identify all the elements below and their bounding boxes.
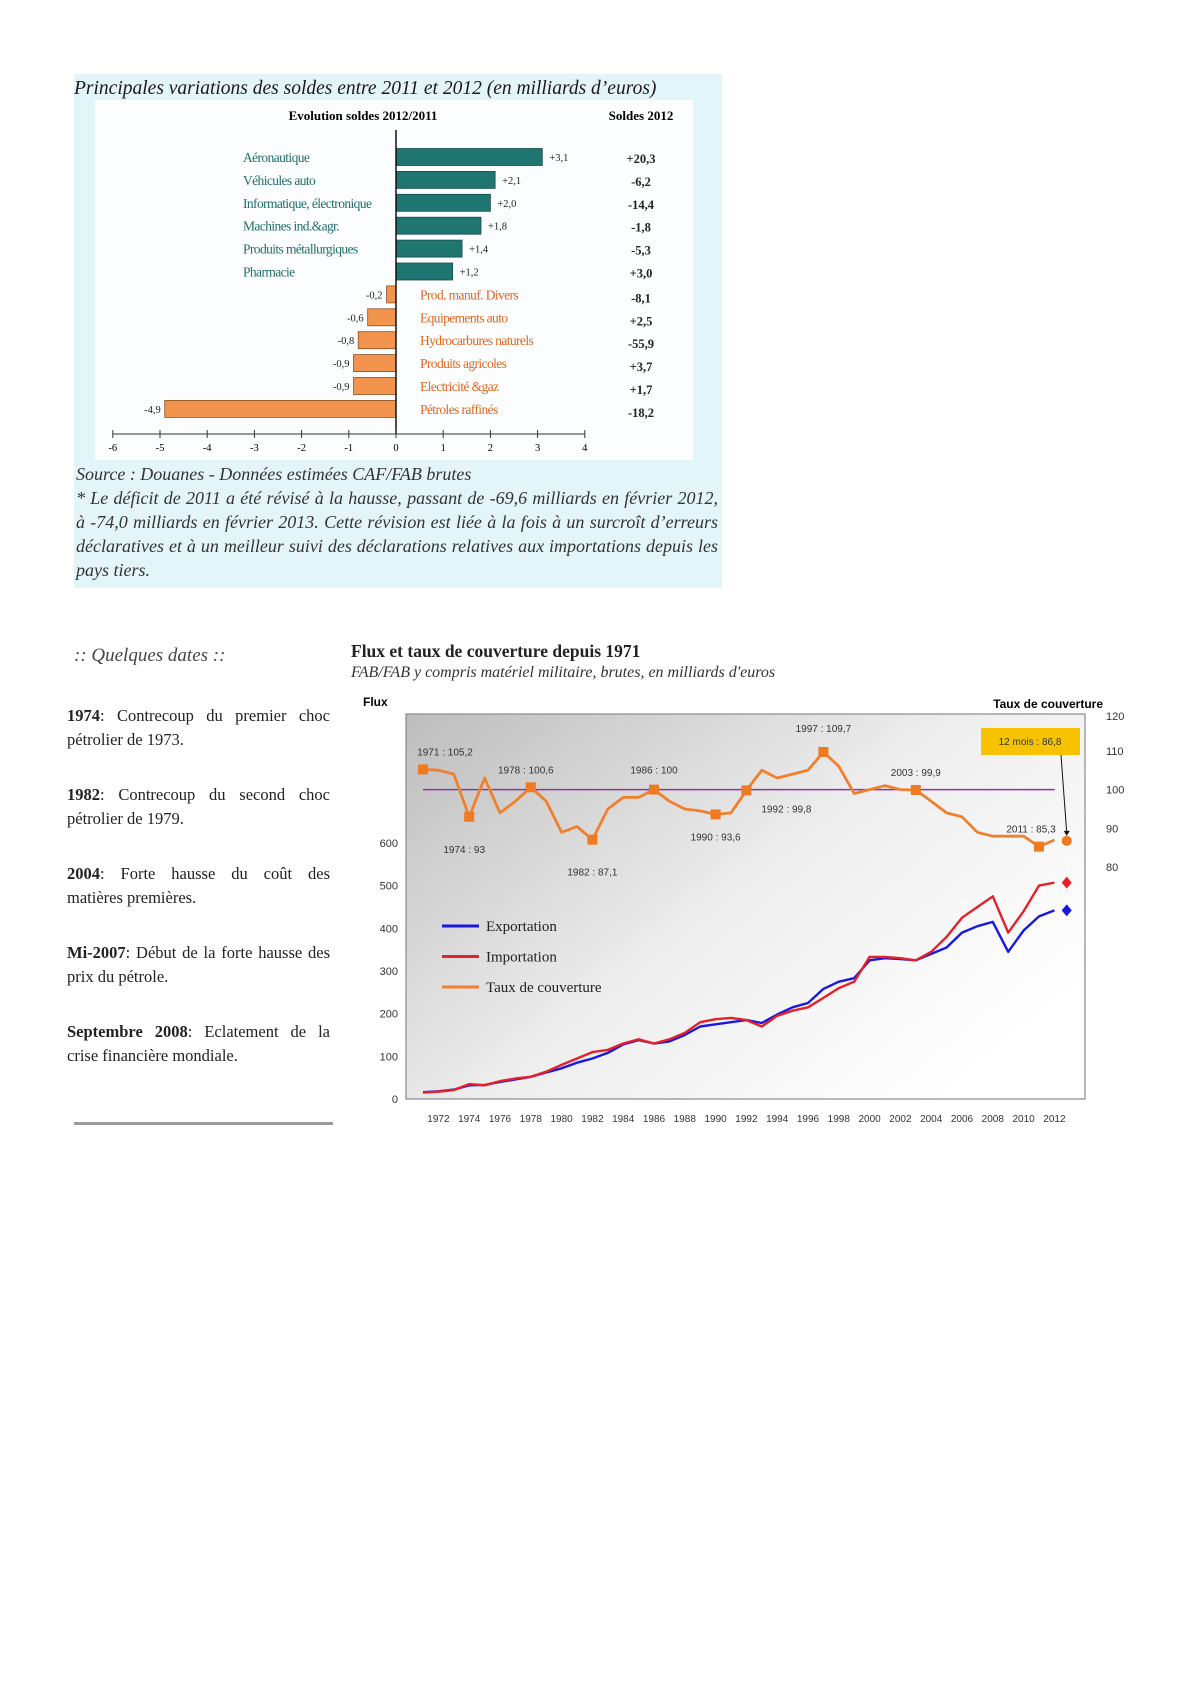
taux-marker bbox=[587, 835, 597, 845]
bar-value-label: +3,1 bbox=[549, 153, 569, 164]
bar-category-label: Pétroles raffinés bbox=[420, 401, 498, 417]
bar-category-label: Aéronautique bbox=[243, 150, 310, 165]
taux-12m-point bbox=[1062, 836, 1072, 846]
bar bbox=[387, 286, 396, 303]
taux-marker bbox=[464, 812, 474, 822]
x-tick-label: 1972 bbox=[427, 1114, 450, 1125]
bar-category-label: Produits agricoles bbox=[420, 356, 507, 372]
x-tick-label: 3 bbox=[534, 443, 541, 454]
bar-value-label: +1,8 bbox=[487, 221, 508, 233]
left-tick-label: 600 bbox=[379, 837, 398, 850]
bar bbox=[396, 171, 495, 188]
x-tick-label: 1974 bbox=[458, 1114, 481, 1125]
taux-annotation: 2003 : 99,9 bbox=[890, 767, 941, 779]
divider bbox=[74, 1122, 333, 1125]
x-tick-label: -1 bbox=[344, 443, 354, 454]
x-tick-label: 2004 bbox=[920, 1114, 943, 1125]
left-tick-label: 100 bbox=[379, 1051, 398, 1064]
taux-marker bbox=[911, 785, 921, 795]
soldes-2012-value: -5,3 bbox=[631, 243, 651, 258]
right-tick-label: 90 bbox=[1106, 823, 1119, 836]
x-tick-label: 1996 bbox=[796, 1114, 820, 1125]
key-date-item bbox=[67, 941, 330, 989]
left-tick-label: 400 bbox=[379, 923, 398, 936]
bar bbox=[396, 263, 453, 280]
key-date-label: Mi-2007 bbox=[67, 943, 126, 962]
taux-marker bbox=[649, 785, 659, 795]
right-tick-label: 80 bbox=[1106, 862, 1119, 875]
bar bbox=[368, 309, 396, 326]
x-tick-label: -6 bbox=[108, 443, 118, 454]
bar-value-label: -0,9 bbox=[332, 359, 350, 371]
bar bbox=[358, 332, 396, 349]
taux-marker bbox=[418, 764, 428, 774]
taux-annotation: 1974 : 93 bbox=[443, 844, 486, 856]
x-tick-label: 1982 bbox=[581, 1114, 604, 1125]
bar bbox=[354, 355, 396, 372]
taux-marker bbox=[741, 785, 751, 795]
x-tick-label: 1988 bbox=[673, 1114, 696, 1125]
x-tick-label: 2010 bbox=[1012, 1114, 1035, 1125]
bar-value-label: -0,8 bbox=[337, 336, 355, 348]
x-tick-label: 1992 bbox=[735, 1114, 758, 1125]
bar bbox=[396, 240, 462, 257]
trade-balance-panel bbox=[74, 74, 722, 588]
taux-marker bbox=[526, 782, 536, 792]
source-line: Source : Douanes - Données estimées CAF/FAB brutes bbox=[76, 464, 472, 484]
bar-value-label: +2,1 bbox=[502, 175, 522, 187]
bar-value-label: -4,9 bbox=[144, 404, 161, 416]
soldes-2012-value: -18,2 bbox=[627, 405, 655, 420]
bar bbox=[354, 378, 396, 395]
key-dates-title: :: Quelques dates :: bbox=[74, 645, 226, 666]
taux-annotation: 1997 : 109,7 bbox=[795, 723, 852, 735]
right-tick-label: 110 bbox=[1106, 745, 1124, 758]
x-tick-label: 1998 bbox=[827, 1114, 850, 1125]
x-tick-label: 0 bbox=[393, 443, 399, 454]
legend-label: Exportation bbox=[486, 919, 557, 935]
taux-marker bbox=[711, 809, 721, 819]
x-tick-label: 1990 bbox=[704, 1114, 727, 1125]
x-tick-label: -2 bbox=[297, 443, 306, 454]
right-tick-label: 120 bbox=[1106, 711, 1125, 723]
key-date-label: Septembre 2008 bbox=[67, 1022, 188, 1041]
x-tick-label: -3 bbox=[250, 443, 259, 454]
x-tick-label: 1994 bbox=[766, 1114, 789, 1125]
key-date-text: : Début de la forte hausse des prix du pétrole. bbox=[67, 943, 330, 986]
bar-value-label: -0,2 bbox=[365, 290, 383, 302]
bar-category-label: Véhicules auto bbox=[243, 172, 316, 188]
bar bbox=[396, 217, 481, 234]
source-notes bbox=[76, 462, 718, 582]
soldes-2012-value: +3,0 bbox=[629, 266, 653, 281]
soldes-column-title: Soldes 2012 bbox=[608, 108, 674, 123]
soldes-2012-value: +20,3 bbox=[626, 152, 656, 166]
soldes-2012-value: -55,9 bbox=[627, 337, 655, 352]
bar bbox=[396, 194, 490, 211]
bar-category-label: Hydrocarbures naturels bbox=[420, 333, 534, 349]
key-date-item bbox=[67, 783, 330, 831]
taux-marker bbox=[818, 747, 828, 757]
taux-annotation: 1978 : 100,6 bbox=[497, 765, 554, 777]
flux-chart-title: Flux et taux de couverture depuis 1971 bbox=[351, 641, 641, 661]
x-tick-label: 2 bbox=[487, 443, 494, 454]
taux-annotation: 1990 : 93,6 bbox=[690, 832, 741, 844]
legend-label: Taux de couverture bbox=[486, 980, 602, 996]
bar-chart-title: Evolution soldes 2012/2011 bbox=[288, 108, 438, 123]
x-tick-label: 1986 bbox=[642, 1114, 666, 1125]
key-date-item bbox=[67, 862, 330, 910]
soldes-2012-value: +2,5 bbox=[629, 314, 653, 329]
x-tick-label: 1 bbox=[440, 443, 446, 454]
x-tick-label: -4 bbox=[202, 443, 212, 454]
key-dates-panel bbox=[67, 644, 331, 1099]
taux-annotation: 1986 : 100 bbox=[630, 765, 678, 777]
x-tick-label: -5 bbox=[155, 443, 165, 454]
key-date-text: : Eclatement de la crise financière mondiale. bbox=[67, 1022, 331, 1065]
taux-annotation: 2011 : 85,3 bbox=[1006, 824, 1056, 836]
x-tick-label: 2000 bbox=[858, 1114, 881, 1125]
flux-chart-subtitle: FAB/FAB y compris matériel militaire, brutes, en milliards d'euros bbox=[351, 664, 776, 681]
bar bbox=[165, 400, 396, 417]
callout-label: 12 mois : 86,8 bbox=[998, 737, 1062, 748]
key-date-text: : Forte hausse du coût des matières premières. bbox=[67, 864, 330, 907]
soldes-2012-value: -8,1 bbox=[631, 291, 651, 306]
key-date-text: : Contrecoup du second choc pétrolier de 1979. bbox=[67, 785, 330, 828]
key-date-label: 1974 bbox=[67, 706, 100, 725]
revision-note: * Le déficit de 2011 a été révisé à la hausse, passant de -69,6 milliards en février 2012, à -74,0 milliards en février 2013. Cette révision est liée à la fois à un surcroît d’erreurs déclaratives et à un meilleur suivi des déclarations relatives aux importations depuis les pays tiers. bbox=[76, 488, 718, 580]
soldes-2012-value: -6,2 bbox=[631, 174, 651, 189]
soldes-2012-value: -14,4 bbox=[627, 197, 655, 212]
bar-category-label: Pharmacie bbox=[243, 264, 295, 280]
bar-category-label: Electricité &gaz bbox=[420, 379, 499, 394]
left-tick-label: 500 bbox=[379, 880, 398, 893]
left-tick-label: 200 bbox=[379, 1008, 398, 1021]
taux-marker bbox=[1034, 842, 1044, 852]
bar-value-label: -0,9 bbox=[332, 382, 350, 393]
panel-title: Principales variations des soldes entre 2011 et 2012 (en milliards d’euros) bbox=[74, 78, 657, 99]
left-tick-label: 300 bbox=[379, 965, 398, 978]
x-tick-label: 2012 bbox=[1043, 1114, 1066, 1125]
key-date-label: 1982 bbox=[67, 785, 100, 804]
balance-variation-bar-chart bbox=[74, 74, 722, 460]
legend-label: Importation bbox=[486, 949, 557, 966]
bar-value-label: +1,4 bbox=[469, 244, 489, 256]
bar-category-label: Informatique, électronique bbox=[243, 195, 372, 211]
x-tick-label: 2008 bbox=[981, 1114, 1004, 1125]
x-tick-label: 2006 bbox=[950, 1114, 974, 1125]
key-date-text: : Contrecoup du premier choc pétrolier de 1973. bbox=[67, 706, 330, 749]
right-axis-title: Taux de couverture bbox=[993, 697, 1103, 711]
left-axis-title: Flux bbox=[363, 695, 388, 709]
x-tick-label: 1984 bbox=[612, 1114, 635, 1125]
soldes-2012-value: -1,8 bbox=[631, 220, 651, 235]
taux-annotation: 1971 : 105,2 bbox=[417, 747, 473, 759]
x-tick-label: 1978 bbox=[519, 1114, 542, 1125]
key-date-item bbox=[67, 704, 330, 752]
flux-coverage-line-chart bbox=[340, 640, 1140, 1140]
taux-annotation: 1992 : 99,8 bbox=[761, 804, 812, 816]
key-date-item bbox=[67, 1020, 330, 1068]
soldes-2012-value: +3,7 bbox=[629, 360, 653, 375]
x-tick-label: 1980 bbox=[550, 1114, 573, 1125]
x-tick-label: 2002 bbox=[889, 1114, 912, 1125]
bar-value-label: -0,6 bbox=[347, 313, 364, 325]
bar-category-label: Equipements auto bbox=[420, 310, 508, 326]
bar-category-label: Produits métallurgiques bbox=[243, 241, 358, 257]
left-tick-label: 0 bbox=[391, 1094, 398, 1106]
x-tick-label: 1976 bbox=[488, 1114, 512, 1125]
soldes-2012-value: +1,7 bbox=[629, 383, 653, 397]
x-tick-label: 4 bbox=[582, 443, 588, 454]
bar-value-label: +1,2 bbox=[459, 267, 479, 279]
bar-category-label: Prod. manuf. Divers bbox=[420, 287, 519, 303]
right-tick-label: 100 bbox=[1106, 784, 1125, 797]
bar-category-label: Machines ind.&agr. bbox=[243, 218, 340, 234]
taux-annotation: 1982 : 87,1 bbox=[567, 867, 618, 879]
bar bbox=[396, 149, 542, 166]
key-date-label: 2004 bbox=[67, 864, 100, 883]
bar-value-label: +2,0 bbox=[497, 198, 517, 210]
